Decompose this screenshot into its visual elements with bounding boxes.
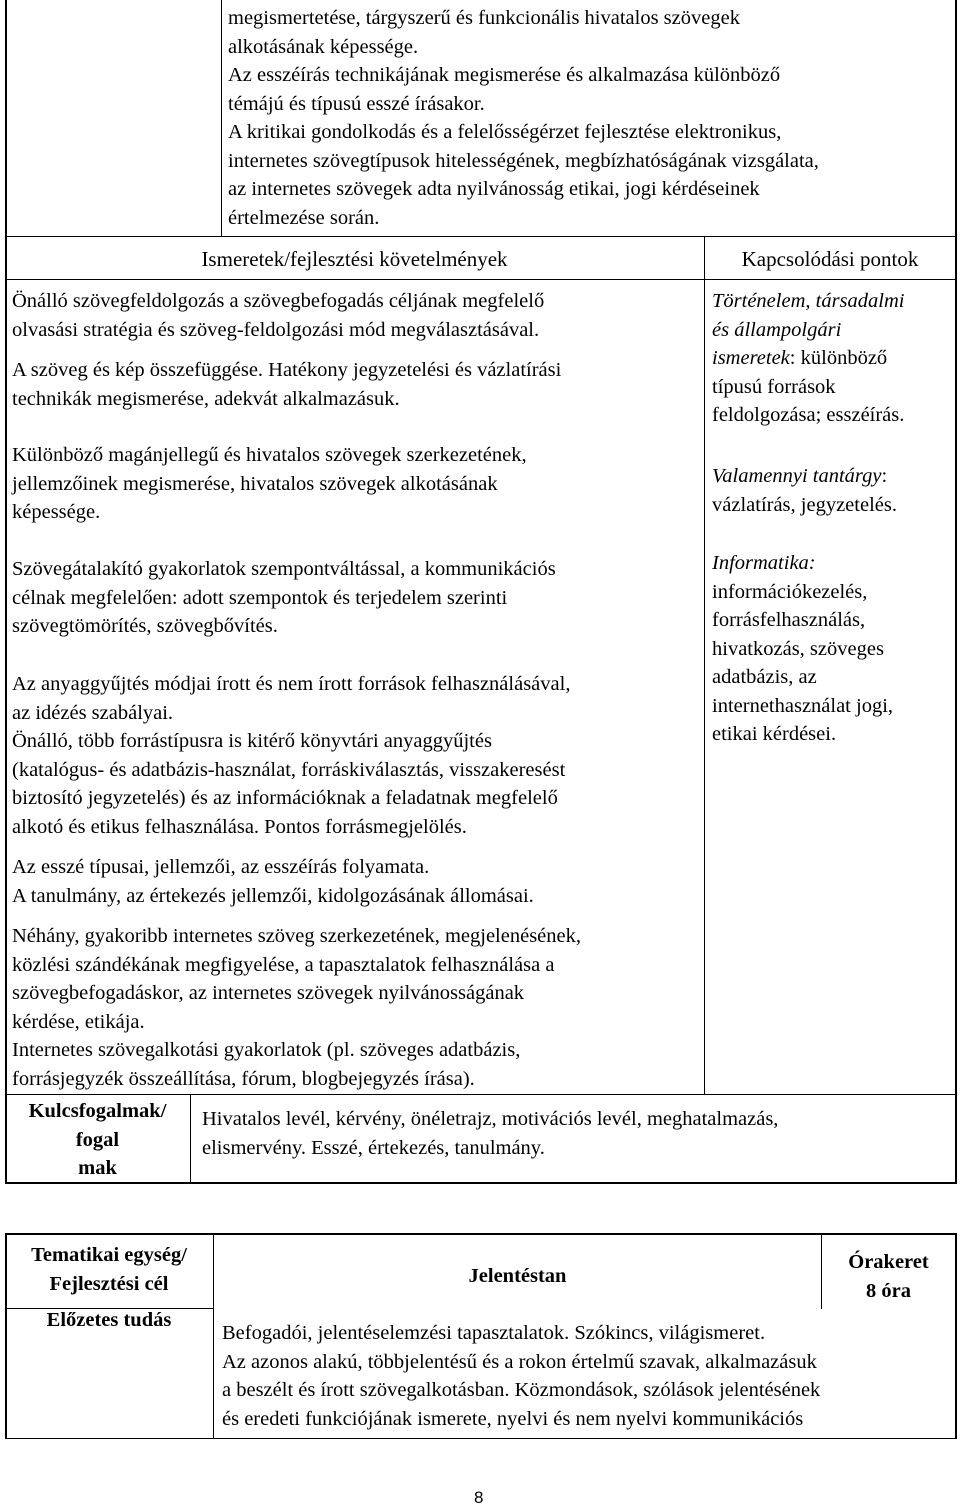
hours-block: Órakeret 8 óra bbox=[848, 1251, 929, 1302]
key-concepts-label: Kulcsfogalmak/ fogal mak bbox=[28, 1100, 167, 1179]
page-number: 8 bbox=[474, 1488, 484, 1507]
requirement-item: A szöveg és kép összefüggése. Hatékony jegyzetelési és vázlatírási technikák megismerése, adekvát alkalmazásuk. bbox=[12, 359, 562, 410]
theme-title: Jelentéstan bbox=[468, 1265, 567, 1287]
prior-knowledge-label: Előzetes tudás bbox=[46, 1309, 172, 1331]
prior-knowledge-text: Befogadói, jelentéselemzési tapasztalatok. Szókincs, világismeret. Az azonos alakú, többjelentésű és a rokon értelmű szavak, alkalmazásuk a beszélt és írott szövegalkotásban. Közmondások, szólások jelentésének és eredeti funkciójának ismerete, nyelvi és nem nyelvi kommunikációs bbox=[222, 1322, 821, 1430]
requirements-header: Ismeretek/fejlesztési követelmények bbox=[201, 247, 508, 271]
development-goal-text: megismertetése, tárgyszerű és funkcionális hivatalos szövegek alkotásának képessége. Az esszéírás technikájának megismerése és alkalmazása különböző témájú és típusú esszé írásakor. A kritikai gondolkodás és a felelősségérzet fejlesztése elektronikus, internetes szövegtípusok hitelességének, megbízhatóságának vizsgálata, az internetes szövegek adta nyilvánosság etikai, jogi kérdéseinek értelmezése során. bbox=[228, 7, 819, 229]
requirement-item: Szövegátalakító gyakorlatok szempontváltással, a kommunikációs célnak megfelelően: adott szempontok és terjedelem szerinti szövegtömörítés, szövegbővítés. bbox=[12, 558, 556, 637]
requirement-item: Önálló szövegfeldolgozás a szövegbefogadás céljának megfelelő olvasási stratégia és szöveg-feldolgozási mód megválasztásával. bbox=[12, 290, 545, 341]
connections-header: Kapcsolódási pontok bbox=[741, 247, 919, 271]
connection-item: Történelem, társadalmi és állampolgári ismeretek: különböző típusú források feldolgozása; esszéírás. bbox=[712, 290, 905, 426]
requirement-item: Az esszé típusai, jellemzői, az esszéírás folyamata. A tanulmány, az értekezés jellemzői, kidolgozásának állomásai. bbox=[12, 856, 534, 907]
theme-label: Tematikai egység/ Fejlesztési cél bbox=[31, 1244, 187, 1295]
connection-item: Valamennyi tantárgy: vázlatírás, jegyzetelés. bbox=[712, 465, 897, 516]
requirement-item: Az anyaggyűjtés módjai írott és nem írott források felhasználásával, az idézés szabályai. Önálló, több forrástípusra is kitérő könyvtári anyaggyűjtés (katalógus- és adatbázis-használat, forráskiválasztás, visszakeresést biztosító jegyzetelés) és az információknak a feladatnak megfelelő alkotó és etikus felhasználása. Pontos forrásmegjelölés. bbox=[12, 673, 571, 838]
requirement-item: Néhány, gyakoribb internetes szöveg szerkezetének, megjelenésének, közlési szándékának megfigyelése, a tapasztalatok felhasználása a szövegbefogadáskor, az internetes szövegek nyilvánosságának kérdése, etikája. Internetes szövegalkotási gyakorlatok (pl. szöveges adatbázis, forrásjegyzék összeállítása, fórum, blogbejegyzés írása). bbox=[12, 925, 582, 1090]
key-concepts-text: Hivatalos levél, kérvény, önéletrajz, motivációs levél, meghatalmazás, elismervény. Esszé, értekezés, tanulmány. bbox=[202, 1108, 779, 1159]
requirement-item: Különböző magánjellegű és hivatalos szövegek szerkezetének, jellemzőinek megismerése, hivatalos szövegek alkotásának képessége. bbox=[12, 444, 527, 523]
connection-item: Informatika: információkezelés, forrásfelhasználás, hivatkozás, szöveges adatbázis, az internethasználat jogi, etikai kérdései. bbox=[712, 552, 894, 745]
